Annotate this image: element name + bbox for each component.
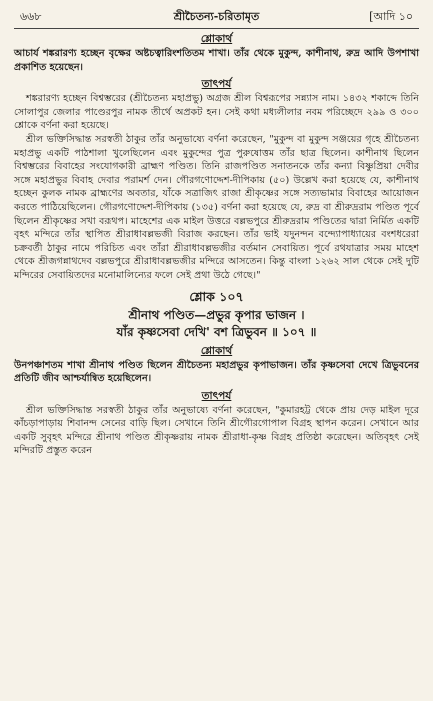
translation-text: উনপঞ্চাশতম শাখা শ্রীনাথ পণ্ডিত ছিলেন শ্রীচৈতন্য মহাপ্রভুর কৃপাভাজন। তাঁর কৃষ্ণসেবা দেখে ত্রিভুবনের প্রতিটি জীব আশ্চর্যান্বিত হয়েছিলেন।: [14, 359, 419, 385]
page-header: [14, 6, 419, 28]
purport-heading: তাৎপর্য: [201, 78, 232, 91]
purport-paragraph: শ্রীল ভক্তিসিদ্ধান্ত সরস্বতী ঠাকুর তাঁর অনুভাষ্যে বর্ণনা করেছেন, "মুকুন্দ বা মুকুন্দ সঞ্জয়ের গৃহে শ্রীচৈতন্য মহাপ্রভু একটি পাঠশালা খুলেছিলেন এবং মুকুন্দের পুত্র পুরুষোত্তম তাঁর ছাত্র ছিলেন। কাশীনাথ ছিলেন বিশ্বম্ভরের বিবাহের সংযোগকারী ব্রাহ্মণ পণ্ডিত। তিনি রাজপণ্ডিত সনাতনকে তাঁর কন্যা বিষ্ণুপ্রিয়া দেবীর সঙ্গে মহাপ্রভুর বিবাহ দেবার পরামর্শ দেন। গৌরগণোদ্দেশ-দীপিকায় (৫০) উল্লেখ করা হয়েছে যে, কাশীনাথ হচ্ছেন কুলক নামক ব্রাহ্মণের অবতার, যাঁকে সত্রাজিৎ রাজা শ্রীকৃষ্ণের সঙ্গে সত্যভামার বিবাহের আয়োজন করতে পাঠিয়েছিলেন। গৌরগণোদ্দেশ-দীপিকায় (১৩৫) বর্ণনা করা হয়েছে যে, রুদ্র বা শ্রীরুদ্ররাম পণ্ডিত পূর্বে ছিলেন শ্রীকৃষ্ণের সখা বরূথপ। মাহেশের এক মাইল উত্তরে বল্লভপুরে শ্রীরুদ্ররাম পণ্ডিতের দ্বারা নির্মিত একটি বৃহৎ মন্দিরে তাঁর স্থাপিত শ্রীরাধাবল্লভজী বিরাজ করছেন। তাঁর ভাই যদুনন্দন বন্দ্যোপাধ্যায়ের বংশধরেরা চক্রবর্তী ঠাকুর নামে পরিচিত এবং তাঁরা শ্রীরাধাবল্লভজীর বর্তমান সেবায়িত। পূর্বে রথযাত্রার সময় মাহেশ থেকে শ্রীজগন্নাথদেব বল্লভপুরে শ্রীরাধাবল্লভজীর মন্দিরে আসতেন। কিন্তু বাংলা ১২৬২ সাল থেকে সেই দুটি মন্দিরের সেবায়িতদের মনোমালিন্যের ফলে সেই প্রথা উঠে গেছে।": [14, 133, 419, 281]
page-number: ৬৬৮: [20, 10, 42, 23]
translation-text: আচার্য শঙ্করারণ্য হচ্ছেন বৃক্ষের অষ্টচত্বারিংশতিতম শাখা। তাঁর থেকে মুকুন্দ, কাশীনাথ, রুদ্র আদি উপশাখা প্রকাশিত হয়েছেন।: [14, 48, 419, 73]
translation-heading: শ্লোকার্থ: [200, 344, 233, 357]
verse-line: শ্রীনাথ পণ্ডিত—প্রভুর কৃপার ভাজন ।: [128, 307, 305, 322]
running-title: শ্রীচৈতন্য-চরিতামৃত: [173, 10, 260, 23]
chapter-reference: [আদি ১০: [369, 10, 413, 23]
purport-paragraph: শঙ্করারণ্য হচ্ছেন বিশ্বম্ভরের (শ্রীচৈতন্য মহাপ্রভু) অগ্রজ শ্রীল বিশ্বরূপের সন্ন্যাস নাম। ১৪৩২ শকাব্দে তিনি সোলাপুর জেলার পাণ্ডেরপুর নামক তীর্থে অপ্রকট হন। সেই কথা মধ্যলীলার নবম পরিচ্ছেদে ২৯৯ ও ৩০০ শ্লোকে বর্ণনা করা হয়েছে।: [14, 93, 419, 132]
translation-heading: শ্লোকার্থ: [200, 33, 233, 45]
purport-heading: তাৎপর্য: [201, 389, 232, 402]
header-rule: [14, 28, 419, 29]
verse-line: যাঁর কৃষ্ণসেবা দেখি' বশ ত্রিভুবন ॥ ১০৭ ॥: [116, 324, 317, 339]
verse-number: শ্লোক ১০৭: [189, 288, 244, 304]
purport-paragraph: শ্রীল ভক্তিসিদ্ধান্ত সরস্বতী ঠাকুর তাঁর অনুভাষ্যে বর্ণনা করেছেন, "কুমারহট্ট থেকে প্রায় দেড় মাইল দূরে কাঁচড়াপাড়ায় শিবানন্দ সেনের বাড়ি ছিল। সেখানে তিনি শ্রীগৌরগোপাল বিগ্রহ স্থাপন করেন। সেখানে আর একটি সুবৃহৎ মন্দিরে শ্রীনাথ পণ্ডিত শ্রীকৃষ্ণরায় নামক শ্রীরাধা-কৃষ্ণ বিগ্রহ প্রতিষ্ঠা করেছেন। অতিবৃহৎ সেই মন্দিরটি প্রস্তুত করেন: [14, 404, 419, 457]
